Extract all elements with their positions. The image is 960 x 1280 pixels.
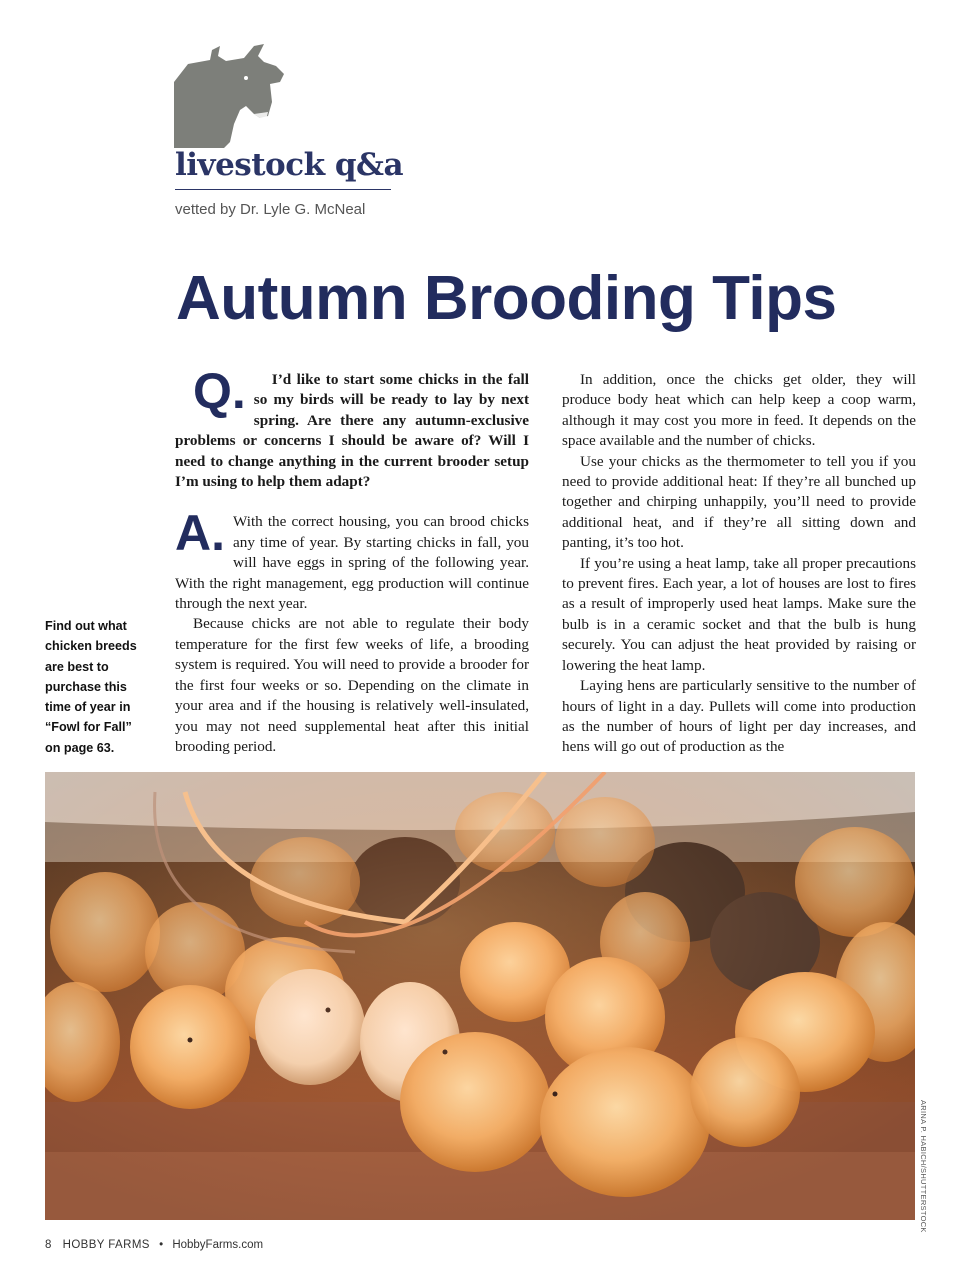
answer-marker: A.	[175, 505, 225, 562]
sidebar-callout: Find out what chicken breeds are best to purchase this time of year in “Fowl for Fall” on page 63.	[45, 619, 137, 755]
article-column-right	[562, 370, 916, 758]
magazine-website: HobbyFarms.com	[172, 1239, 264, 1251]
cow-logo-icon	[174, 44, 286, 148]
section-divider	[175, 189, 391, 190]
answer-paragraph-1-text: With the correct housing, you can brood chicks any time of year. By starting chicks in fall, you will have eggs in spring of the following year. With the right management, egg production will continue through the next year.	[175, 513, 529, 613]
article-column-left	[175, 363, 529, 757]
answer-paragraph-5: If you’re using a heat lamp, take all proper precautions to prevent fires. Each year, a lot of houses are lost to fires as a result of improperly used heat lamps. Make sure the bulb is in a ceramic socket and that the bulb is hung securely. You can adjust the heat provided by raising or lowering the heat lamp.	[562, 554, 916, 674]
question-text: I’d like to start some chicks in the fall so my birds will be ready to lay by next spring. Are there any autumn-exclusive problems or concerns I should be aware of? Will I need to change anything in the current brooder setup I’m using to help them adapt?	[175, 371, 529, 491]
photo-credit	[916, 1100, 930, 1233]
photo-credit-text: ARINA P. HABICH/SHUTTERSTOCK	[919, 1100, 928, 1233]
footer-separator: •	[159, 1239, 164, 1251]
chicks-photo	[45, 772, 915, 1220]
article-headline: Autumn Brooding Tips	[176, 264, 837, 333]
answer-paragraph-1	[175, 505, 529, 614]
page-number: 8	[45, 1239, 52, 1251]
page-footer	[45, 1239, 263, 1251]
section-title: livestock q&a	[175, 147, 404, 183]
answer-paragraph-3: In addition, once the chicks get older, they will produce body heat which can help keep a coop warm, although it may cost you more in feed. It depends on the space available and the number of chicks.	[562, 371, 916, 450]
answer-paragraph-6: Laying hens are particularly sensitive to the number of hours of light in a day. Pullets will come into production as the number of hours of light per day increases, and hens will go out of production as the	[562, 677, 916, 756]
question-marker: Q.	[193, 363, 246, 419]
question-paragraph	[175, 363, 529, 492]
magazine-name: HOBBY FARMS	[62, 1239, 150, 1251]
answer-paragraph-4: Use your chicks as the thermometer to tell you if you need to provide additional heat: If they’re all bunched up together and chirping unhappily, you’ll need to provide additional heat, and if they’re all sitting down and panting, it’s too hot.	[562, 452, 916, 552]
vetted-by-byline: vetted by Dr. Lyle G. McNeal	[175, 201, 366, 218]
answer-paragraph-2: Because chicks are not able to regulate their body temperature for the first few weeks of life, a brooding system is required. You will need to provide a brooder for the first four weeks or so. Depending on the climate in your area and if the housing is relatively well-insulated, you may not need supplemental heat after this initial brooding period.	[175, 615, 529, 755]
